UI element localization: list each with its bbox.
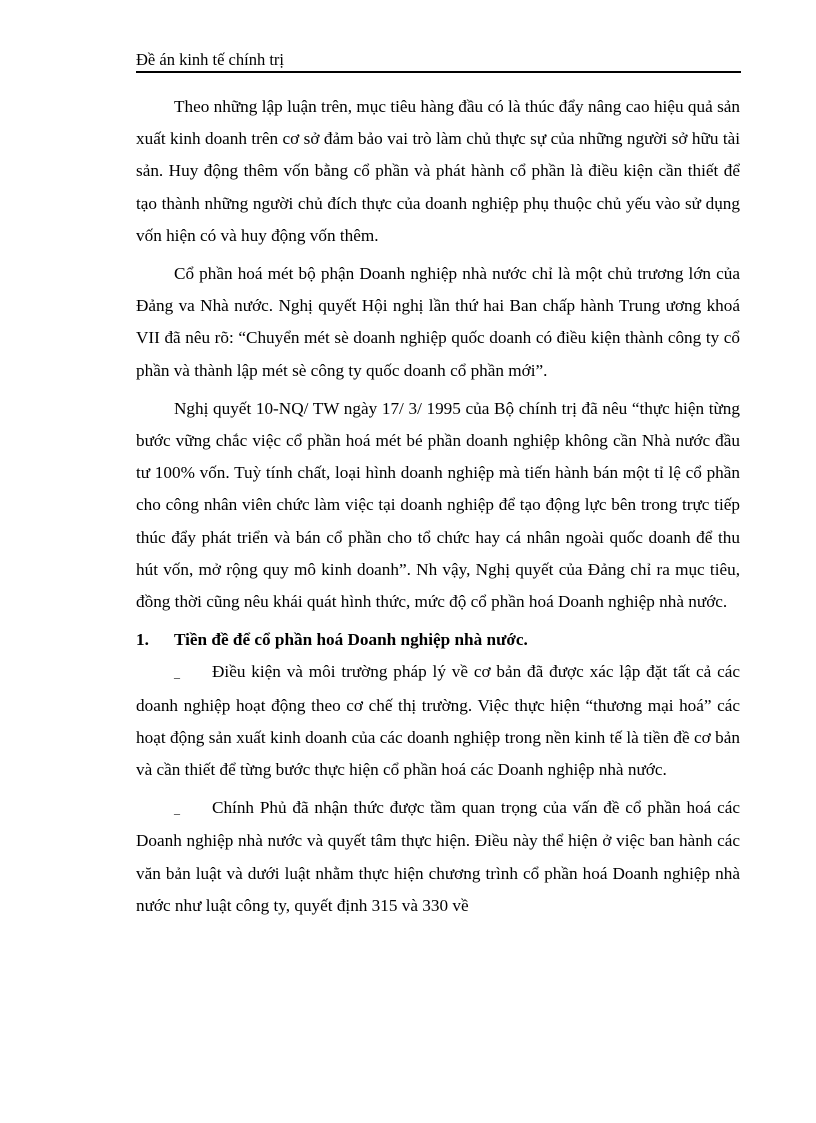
header-title: Đề án kinh tế chính trị [136, 50, 285, 69]
bullet-text-1: Điều kiện và môi trường pháp lý về cơ bản đã được xác lập đặt tất cả các doanh nghiệp hoạt động theo cơ chế thị trường. Việc thực hiện “thương mại hoá” các hoạt động sản xuất kinh doanh của các doanh nghiệp trong nền kinh tế là tiền đề cơ bản và cần thiết để từng bước thực hiện cổ phần hoá các Doanh nghiệp nhà nước. [136, 662, 740, 780]
section-title: Tiền đề để cổ phần hoá Doanh nghiệp nhà nước. [174, 630, 528, 650]
section-heading [136, 624, 740, 656]
paragraph-3: Nghị quyết 10-NQ/ TW ngày 17/ 3/ 1995 của Bộ chính trị đã nêu “thực hiện từng bước vững chắc việc cổ phần hoá mét bé phần doanh nghiệp không cần Nhà nước đầu tư 100% vốn. Tuỳ tính chất, loại hình doanh nghiệp mà tiến hành bán một tỉ lệ cổ phần cho công nhân viên chức làm việc tại doanh nghiệp để tạo động lực bên trong trực tiếp thúc đẩy phát triển và bán cổ phần cho tổ chức hay cá nhân ngoài quốc doanh để thu hút vốn, mở rộng quy mô kinh doanh”. Nh vậy, Nghị quyết của Đảng chỉ ra mục tiêu, đồng thời cũng nêu khái quát hình thức, mức độ cổ phần hoá Doanh nghiệp nhà nước. [136, 398, 740, 612]
paragraph-1: Theo những lập luận trên, mục tiêu hàng đầu có là thúc đẩy nâng cao hiệu quả sản xuất kinh doanh trên cơ sở đảm bảo vai trò làm chủ thực sự của những người sở hữu tài sản. Huy động thêm vốn bằng cổ phần và phát hành cổ phần là điều kiện cần thiết để tạo thành những người chủ đích thực của doanh nghiệp phụ thuộc chủ yếu vào sử dụng vốn hiện có và huy động vốn thêm. [136, 97, 740, 245]
bullet-text-2: Chính Phủ đã nhận thức được tầm quan trọng của vấn đề cổ phần hoá các Doanh nghiệp nhà nước và quyết tâm thực hiện. Điều này thể hiện ở việc ban hành các văn bản luật và dưới luật nhằm thực hiện chương trình cổ phần hoá Doanh nghiệp nhà nước như luật công ty, quyết định 315 và 330 về [136, 798, 740, 915]
bullet-marker: _ [174, 802, 180, 817]
bullet-item-2 [136, 792, 740, 922]
bullet-item-1 [136, 656, 740, 786]
page-header [136, 50, 741, 73]
document-body [136, 91, 740, 922]
section-number: 1. [136, 630, 149, 650]
bullet-marker: _ [174, 666, 180, 681]
paragraph-2: Cổ phần hoá mét bộ phận Doanh nghiệp nhà nước chỉ là một chủ trương lớn của Đảng va Nhà nước. Nghị quyết Hội nghị lần thứ hai Ban chấp hành Trung ương khoá VII đã nêu rõ: “Chuyển mét sè doanh nghiệp quốc doanh có điều kiện thành công ty cổ phần và thành lập mét sè công ty quốc doanh cổ phần mới”. [136, 264, 740, 380]
